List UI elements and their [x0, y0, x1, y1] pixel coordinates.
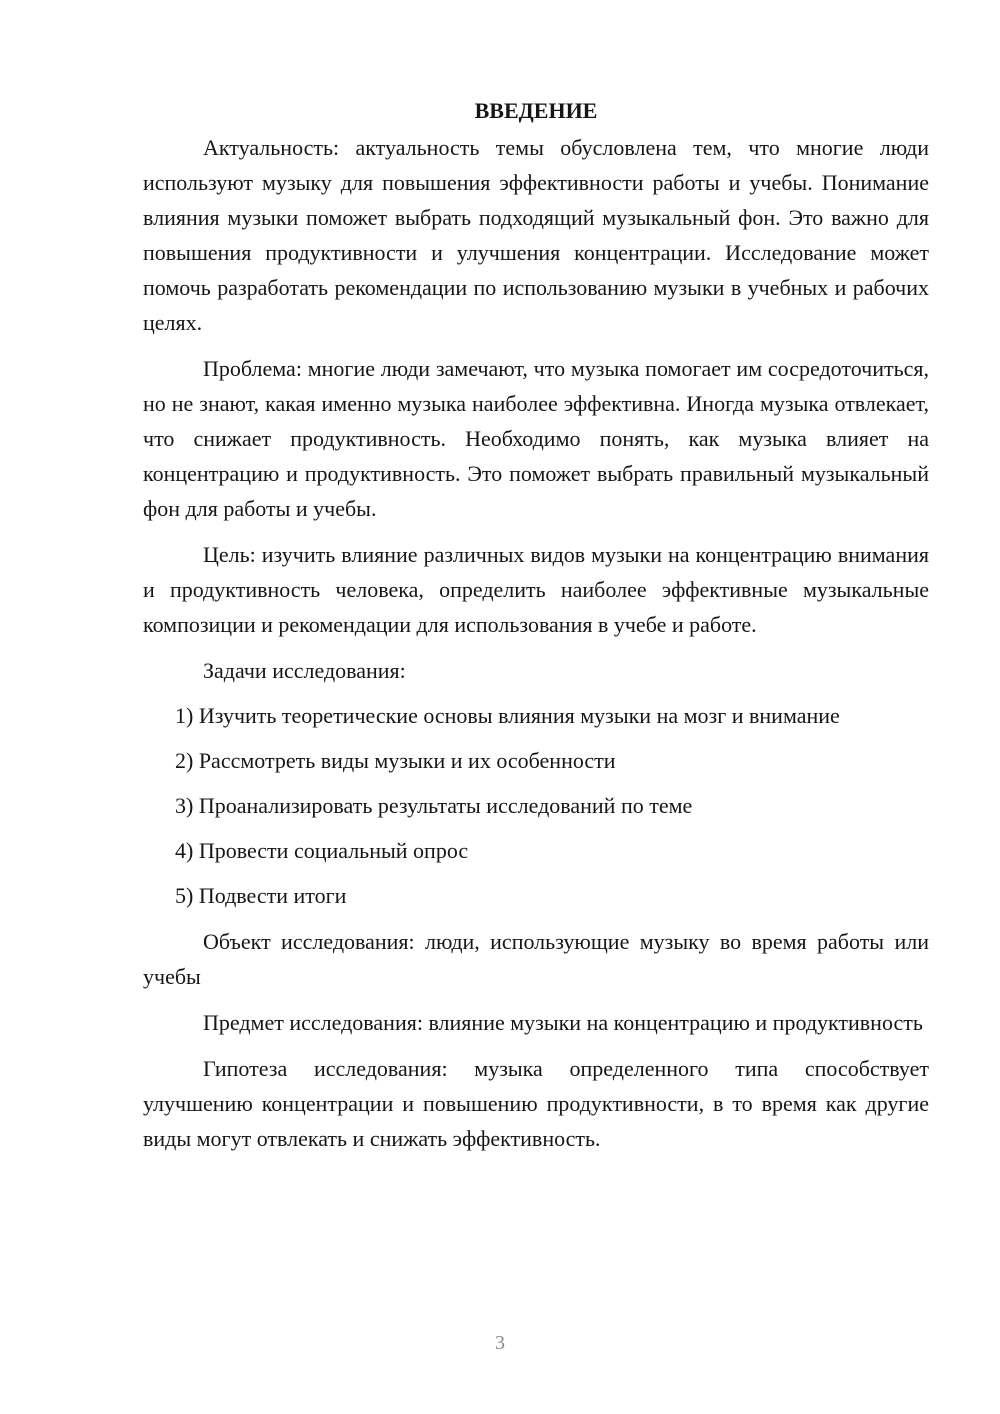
paragraph-relevance: Актуальность: актуальность темы обусловлена тем, что многие люди используют музыку для повышения эффективности работы и учебы. Понимание влияния музыки поможет выбрать подходящий музыкальный фон. Это важно для повышения продуктивности и улучшения концентрации. Исследование может помочь разработать рекомендации по использованию музыки в учебных и рабочих целях. [143, 135, 929, 335]
paragraph-goal: Цель: изучить влияние различных видов музыки на концентрацию внимания и продуктивность человека, определить наиболее эффективные музыкальные композиции и рекомендации для использования в учебе и работе. [143, 542, 929, 637]
paragraph-hypothesis: Гипотеза исследования: музыка определенного типа способствует улучшению концентрации и повышению продуктивности, в то время как другие виды могут отвлекать и снижать эффективность. [143, 1056, 929, 1151]
paragraph-object: Объект исследования: люди, использующие музыку во время работы или учебы [143, 929, 929, 989]
list-item: 2) Рассмотреть виды музыки и их особенности [175, 748, 616, 773]
document-page [143, 92, 929, 1156]
list-item: 1) Изучить теоретические основы влияния музыки на мозг и внимание [175, 703, 840, 728]
paragraph-problem: Проблема: многие люди замечают, что музыка помогает им сосредоточиться, но не знают, какая именно музыка наиболее эффективна. Иногда музыка отвлекает, что снижает продуктивность. Необходимо понять, как музыка влияет на концентрацию и продуктивность. Это поможет выбрать правильный музыкальный фон для работы и учебы. [143, 356, 929, 521]
tasks-list [143, 698, 929, 913]
paragraph-subject: Предмет исследования: влияние музыки на концентрацию и продуктивность [203, 1010, 923, 1035]
list-item: 5) Подвести итоги [175, 883, 347, 908]
tasks-heading: Задачи исследования: [203, 658, 406, 683]
section-heading: ВВЕДЕНИЕ [474, 98, 598, 123]
list-item: 4) Провести социальный опрос [175, 838, 469, 863]
list-item: 3) Проанализировать результаты исследований по теме [175, 793, 693, 818]
page-number: 3 [495, 1332, 505, 1354]
